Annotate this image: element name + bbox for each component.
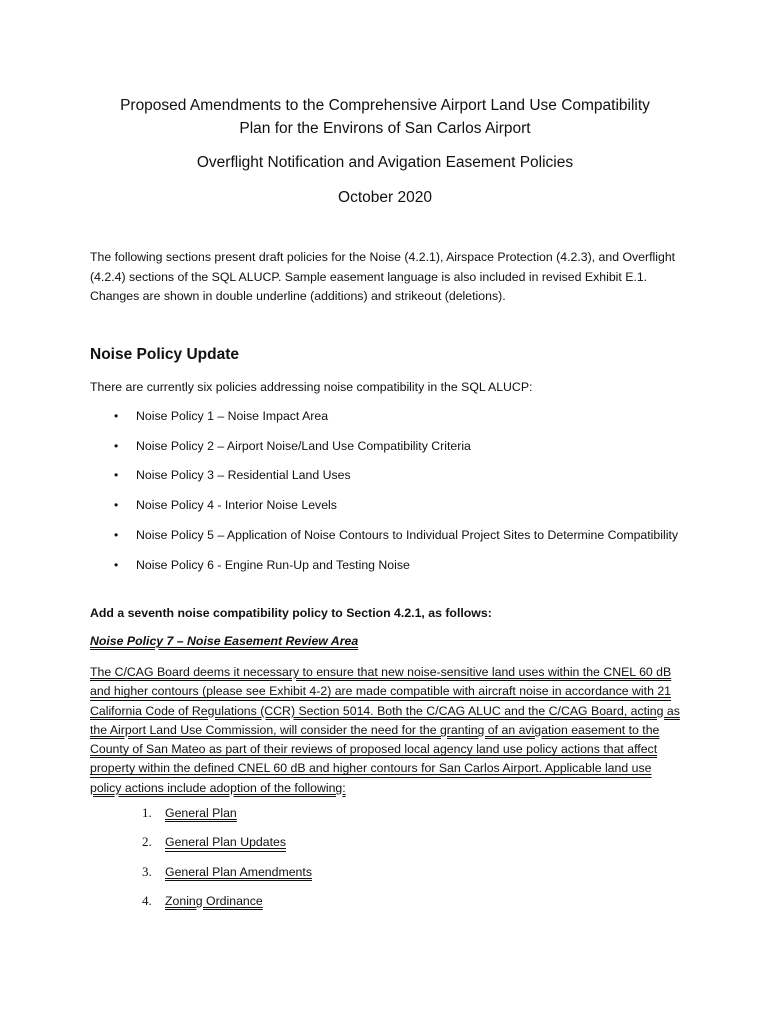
- add-policy-instruction: Add a seventh noise compatibility policy to Section 4.2.1, as follows:: [90, 606, 492, 620]
- list-item: [90, 437, 682, 455]
- list-item: [90, 466, 682, 484]
- bullet-icon: •: [114, 438, 119, 453]
- list-item: [90, 833, 682, 851]
- list-item-text: General Plan Amendments: [165, 864, 312, 879]
- bullet-icon: •: [114, 557, 119, 572]
- list-number: 2.: [142, 834, 152, 850]
- bullet-icon: •: [114, 498, 119, 513]
- noise-section-lead: There are currently six policies addressing noise compatibility in the SQL ALUCP:: [90, 380, 533, 394]
- list-item-text: Noise Policy 5 – Application of Noise Contours to Individual Project Sites to Determine Compatibility: [136, 527, 679, 542]
- list-item-text: Noise Policy 4 - Interior Noise Levels: [136, 498, 337, 513]
- list-item: [90, 496, 682, 514]
- list-item-text: Zoning Ordinance: [165, 893, 263, 908]
- document-date: October 2020: [338, 189, 432, 206]
- policy-7-body: The C/CAG Board deems it necessary to ensure that new noise-sensitive land uses within the CNEL 60 dB and higher contours (please see Exhibit 4-2) are made compatible with aircraft noise in accordance with 21 California Code of Regulations (CCR) Section 5014. Both the C/CAG ALUC and the C/CAG Board, acting as the Airport Land Use Commission, will consider the need for the granting of an avigation easement to the County of San Mateo as part of their reviews of proposed local agency land use policy actions that affect property within the defined CNEL 60 dB and higher contours for San Carlos Airport. Applicable land use policy actions include adoption of the following:: [90, 665, 680, 795]
- list-item: [90, 407, 682, 425]
- list-number: 3.: [142, 863, 152, 879]
- noise-section-heading: Noise Policy Update: [90, 346, 240, 363]
- list-number: 1.: [142, 805, 152, 820]
- list-item: [90, 863, 682, 881]
- bullet-icon: •: [114, 409, 119, 423]
- bullet-icon: •: [114, 527, 119, 542]
- title-line-1: Proposed Amendments to the Comprehensive Airport Land Use Compatibility: [120, 97, 650, 114]
- list-item-text: Noise Policy 3 – Residential Land Uses: [136, 468, 351, 483]
- document-title: [90, 94, 680, 140]
- document-subtitle: Overflight Notification and Avigation Easement Policies: [196, 154, 574, 171]
- title-line-2: Plan for the Environs of San Carlos Airport: [239, 120, 531, 137]
- list-item-text: Noise Policy 2 – Airport Noise/Land Use Compatibility Criteria: [136, 438, 471, 453]
- list-item-text: General Plan Updates: [165, 835, 286, 850]
- policy-7-title: Noise Policy 7 – Noise Easement Review Area: [90, 634, 359, 648]
- list-item: [90, 892, 682, 910]
- list-item: [90, 556, 682, 574]
- noise-policy-list: [90, 407, 682, 585]
- bullet-icon: •: [114, 468, 119, 483]
- list-item-text: Noise Policy 1 – Noise Impact Area: [136, 409, 329, 423]
- list-item-text: General Plan: [165, 806, 237, 820]
- intro-paragraph: The following sections present draft policies for the Noise (4.2.1), Airspace Protection (4.2.3), and Overflight (4.2.4) sections of the SQL ALUCP. Sample easement language is also included in revised Exhibit E.1. Changes are shown in double underline (additions) and strikeout (deletions).: [90, 250, 676, 303]
- land-use-actions-list: [90, 804, 682, 921]
- list-item-text: Noise Policy 6 - Engine Run-Up and Testing Noise: [136, 557, 410, 572]
- list-item: [90, 804, 682, 822]
- list-item: [90, 526, 682, 544]
- list-number: 4.: [142, 892, 152, 908]
